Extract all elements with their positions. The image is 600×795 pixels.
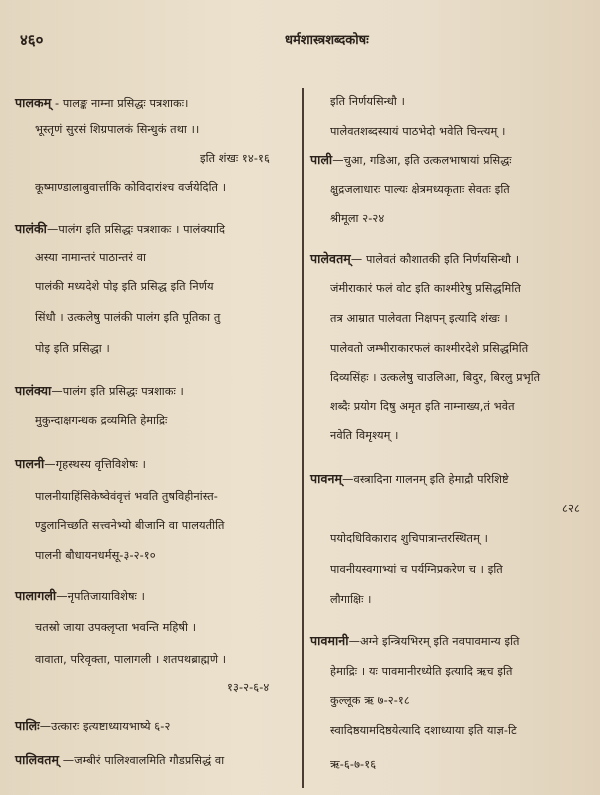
entry-line [35,652,226,667]
entry-line [330,211,384,226]
entry-line [35,250,146,265]
entry-line [330,399,515,414]
entry-text: —वस्त्रादिना गालनम् इति हेमाद्रौ परिशिष्टे [342,473,509,486]
entry-text: कुल्लूक ऋ ७-२-१८ [330,694,410,707]
entry-line [35,489,218,504]
entry-text: अस्या नामान्तरं पाठान्तरं वा [35,251,146,264]
entry-line [330,281,521,296]
entry-text: मुकुन्दाक्षगन्धक द्रव्यमिति हेमाद्रिः [35,414,168,427]
entry-line [35,122,199,137]
entry-line [15,384,184,399]
headword: पालकम् [15,95,52,110]
headword: पालिः [15,718,40,733]
entry-line [562,501,580,516]
entry-text: —पालंग इति प्रसिद्धः पत्रशाकः । पालंक्यादि [46,223,226,236]
entry-text: - पालङ्क नाम्ना प्रसिद्धः पत्रशाकः। [51,97,189,110]
entry-line [330,370,540,385]
entry-line [330,592,372,607]
entry-line [35,413,167,428]
headword: पावमानी [310,633,349,648]
entry-line [310,252,519,267]
entry-line [330,124,505,139]
entry-text: —जम्बीरं पालिश्वालमिति गौडप्रसिद्धं वा [59,754,225,767]
entry-line [35,548,156,563]
entry-line [15,457,146,472]
entry-line [330,94,405,109]
entry-line [15,753,224,768]
entry-line [330,182,510,197]
entry-text: तत्र आम्रात पालेवता निक्षपन् इत्यादि शंखः । [330,312,508,325]
entry-text: हेमाद्रिः । यः पावमानीरध्येति इत्यादि ऋच इति [330,665,513,678]
entry-text: — पालेवतं कौशातकी इति निर्णयसिन्धौ । [350,253,520,266]
headword: पाली [310,152,333,167]
entry-text: इति निर्णयसिन्धौ । [330,95,405,108]
entry-text: —उत्कारः इत्यष्टाध्यायभाष्ये ६-२ [39,720,171,733]
entry-text: ऋ-६-७-१६ [330,758,377,771]
entry-text: जंमीराकारं फलं वोट इति काश्मीरेषु प्रसिद्धमिति [330,282,521,295]
entry-line [330,562,503,577]
headword: पालंकी [15,221,47,236]
entry-text: —चुआ, गडिआ, इति उत्कलभाषायां प्रसिद्धः [332,154,512,167]
entry-line [35,620,196,635]
entry-text: लौगाक्षिः । [330,593,372,606]
entry-line [330,311,508,326]
entry-line [330,341,528,356]
entry-text: पोइ इति प्रसिद्धा । [35,342,110,355]
entry-text: श्रीमूला २-२४ [330,212,385,225]
entry-line [200,151,270,166]
entry-text: नवेति विमृश्यम् । [330,429,399,442]
entry-line [310,472,509,487]
entry-line [310,153,512,168]
entry-text: ण्डुलानिच्छति सत्त्वनेभ्यो बीजानि वा पालयतीति [35,519,225,532]
entry-line [330,723,517,738]
headword: पालंक्या [15,383,52,398]
entry-text: इति शंखः १४-१६ [200,152,270,165]
entry-text: पावनीयस्वगाभ्यां च पर्यग्निप्रकरेण च । इति [330,563,503,576]
entry-text: पालेवतो जम्भीराकारफलं काश्मीरदेशे प्रसिद्धमिति [330,342,529,355]
entry-line [35,279,214,294]
entry-line [35,180,226,195]
entry-text: पालनी बौधायनधर्मसू-३-२-१० [35,549,156,562]
running-title: धर्मशास्त्रशब्दकोषः [285,33,369,48]
page-number: ४६० [20,31,44,49]
entry-line [15,719,170,734]
entry-line [35,518,225,533]
entry-text: दिव्यसिंहः । उत्कलेषु चाउलिआ, बिदुर, बिरलु प्रभृति [330,371,541,384]
entry-text: कूष्माण्डालाबुवार्त्ताकि कोविदारांश्च वर्जयेदिति । [35,181,227,194]
entry-line [35,341,110,356]
entry-line [15,589,145,604]
entry-text: —अग्ने इन्त्रियभिरम् इति नवपावमान्य इति [348,635,520,648]
column-divider [302,88,304,788]
entry-text: शब्दैः प्रयोग दिषु अमृत इति नाम्नाख्य,तं भवेत [330,400,515,413]
entry-line [330,531,488,546]
page-header [0,30,600,54]
entry-line [330,757,376,772]
entry-text: क्षुद्रजलाधारः पाल्यः क्षेत्रमध्यकृताः सेवतः इति [330,183,510,196]
entry-line [310,634,520,649]
entry-text: पालंकी मध्यदेशे पोइ इति प्रसिद्ध इति निर्णय [35,280,214,293]
entry-text: —पालंग इति प्रसिद्धः पत्रशाकः । [51,385,184,398]
headword: पालेवतम् [310,251,351,266]
entry-text: पालेवतशब्दस्यायं पाठभेदो भवेति चिन्त्यम् । [330,125,506,138]
entry-text: वावाता, परिवृक्ता, पालागली । शतपथब्राह्मणे । [35,653,227,666]
entry-text: स्वादिष्ठयामदिष्ठयेत्यादि दशाध्याया इति याज्ञ-टि [330,724,517,737]
entry-line [227,680,269,695]
headword: पालिवतम् [15,752,60,767]
entry-text: सिंधौ । उत्कलेषु पालंकी पालंग इति पूतिका तु [35,311,221,324]
entry-line [330,693,410,708]
entry-text: —गृहस्थस्य वृत्तिविशेषः । [44,458,146,471]
entry-text: भूस्तृणं सुरसं शिग्रपालकं सिन्धुकं तथा ।। [35,123,200,136]
headword: पावनम् [310,471,343,486]
entry-text: पयोदधिविकाराद शुचिपात्रान्तरस्थितम् । [330,532,489,545]
entry-line [330,664,512,679]
entry-line [330,428,399,443]
entry-text: चतस्रो जाया उपक्लृप्ता भवन्ति महिषी । [35,621,197,634]
headword: पालनी [15,456,45,471]
entry-line [15,222,225,237]
entry-text: १३-२-६-४ [227,681,270,694]
entry-text: पालनीयाहिंसिकेष्वेवंवृत्तं भवति तुषविहीनांस्त- [35,490,218,503]
headword: पालागली [15,588,57,603]
entry-line [15,96,188,111]
entry-line [35,310,220,325]
entry-text: —नृपतिजायाविशेषः । [56,590,146,603]
entry-text: ८२८ [562,502,580,515]
